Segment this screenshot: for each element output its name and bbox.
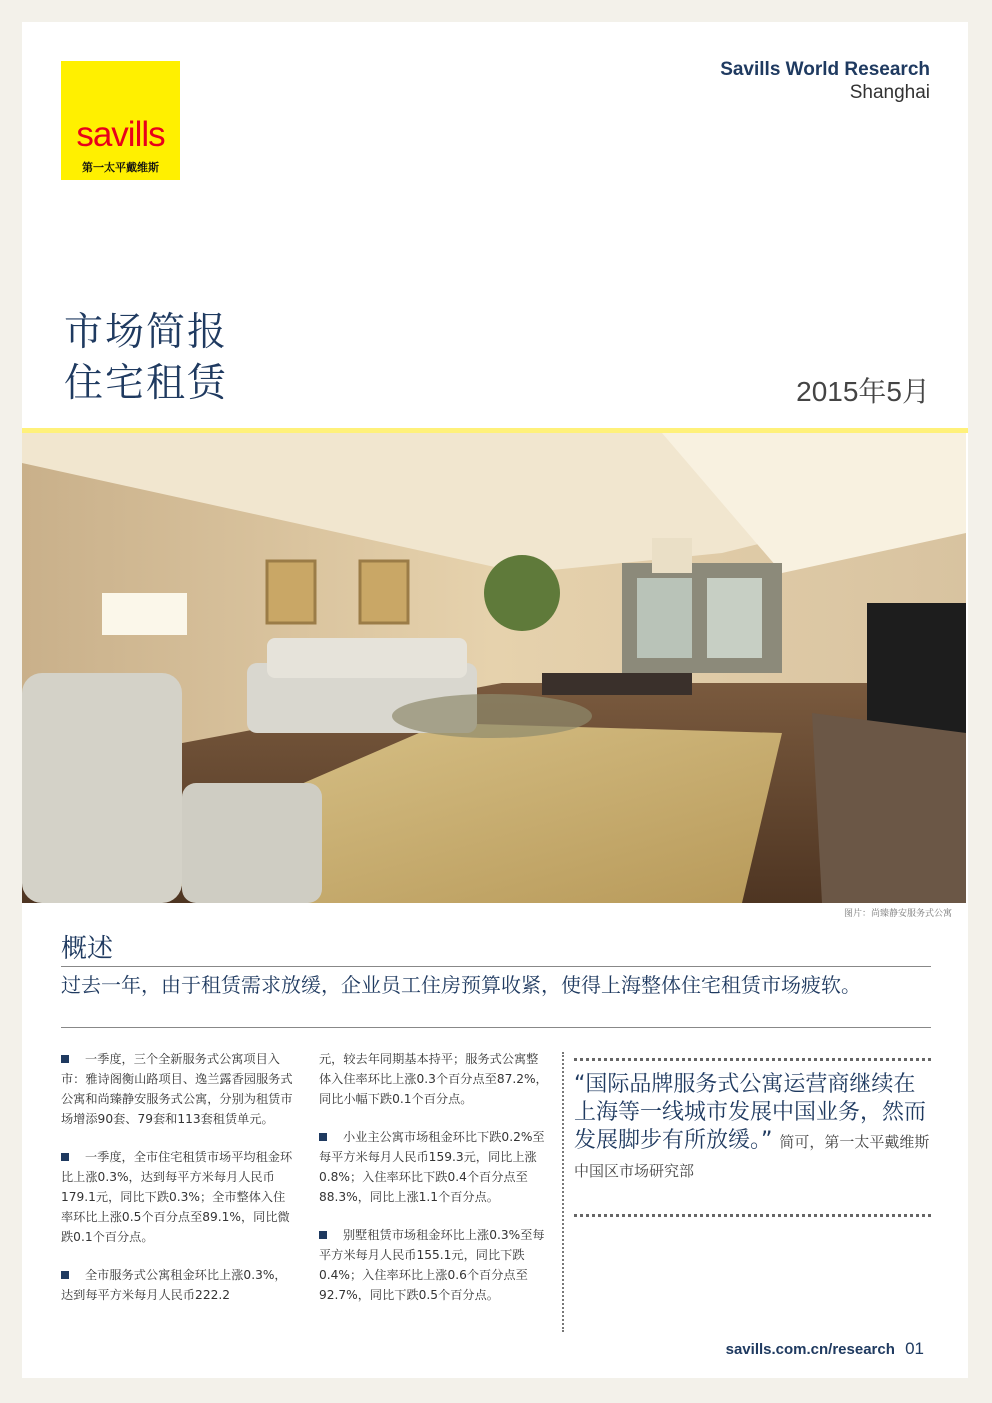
overview-lead: 过去一年，由于租赁需求放缓，企业员工住房预算收紧，使得上海整体住宅租赁市场疲软。 xyxy=(61,973,861,997)
brand-block xyxy=(720,59,930,105)
living-room-illustration xyxy=(22,433,966,903)
footer-url[interactable]: savills.com.cn/research xyxy=(725,1341,895,1358)
column-middle xyxy=(319,1049,549,1323)
photo-caption: 图片：尚臻静安服务式公寓 xyxy=(843,909,952,919)
overview-heading: 概述 xyxy=(61,934,114,964)
column-left xyxy=(61,1049,295,1323)
bullet-square-icon xyxy=(61,1055,69,1063)
bullet-square-icon xyxy=(319,1231,327,1239)
page-footer xyxy=(726,1339,924,1359)
quote-text: “国际品牌服务式公寓运营商继续在上海等一线城市发展中国业务，然而发展脚步有所放缓。” xyxy=(574,1072,927,1153)
continued-paragraph: 元，较去年同期基本持平；服务式公寓整体入住率环比上涨0.3个百分点至87.2%，同比小幅下跌0.1个百分点。 xyxy=(319,1052,548,1106)
doc-title-line2: 住宅租赁 xyxy=(64,361,229,406)
doc-date: 2015年5月 xyxy=(796,376,930,407)
logo-wordmark: savills xyxy=(76,115,165,154)
bullet-paragraph: 一季度，全市住宅租赁市场平均租金环比上涨0.3%，达到每平方米每月人民币179.1元，同比下跌0.3%；全市整体入住率环比上涨0.5个百分点至89.1%，同比微跌0.1个百分点。 xyxy=(61,1150,293,1244)
bullet-paragraph: 小业主公寓市场租金环比下跌0.2%至每平方米每月人民币159.3元，同比上涨0.8%；入住率环比下跌0.4个百分点至88.3%，同比上涨1.1个百分点。 xyxy=(319,1130,545,1204)
savills-logo xyxy=(61,61,180,180)
overview-bottom-rule xyxy=(61,1027,931,1028)
brand-title: Savills World Research xyxy=(720,59,930,80)
column-divider xyxy=(562,1052,564,1332)
overview-top-rule xyxy=(61,966,931,967)
pull-quote xyxy=(574,1058,931,1185)
logo-subtitle: 第一太平戴维斯 xyxy=(82,161,159,174)
bullet-paragraph: 一季度，三个全新服务式公寓项目入市：雅诗阁衡山路项目、逸兰露香园服务式公寓和尚臻静安服务式公寓，分别为租赁市场增添90套、79套和113套租赁单元。 xyxy=(61,1052,293,1126)
page-number: 01 xyxy=(905,1339,924,1358)
brand-city: Shanghai xyxy=(849,82,930,103)
bullet-square-icon xyxy=(61,1271,69,1279)
bullet-square-icon xyxy=(61,1153,69,1161)
bullet-paragraph: 别墅租赁市场租金环比上涨0.3%至每平方米每月人民币155.1元，同比下跌0.4%；入住率环比上涨0.6个百分点至92.7%，同比下跌0.5个百分点。 xyxy=(319,1228,545,1302)
quote-bottom-dots xyxy=(574,1214,931,1217)
quote-top-dots xyxy=(574,1058,931,1061)
bullet-paragraph: 全市服务式公寓租金环比上涨0.3%，达到每平方米每月人民币222.2 xyxy=(61,1268,287,1302)
quote-attribution: 简可，第一太平戴维斯中国区市场研究部 xyxy=(574,1133,930,1180)
bullet-square-icon xyxy=(319,1133,327,1141)
doc-title-line1: 市场简报 xyxy=(64,310,229,355)
living-room-photo xyxy=(22,433,966,903)
